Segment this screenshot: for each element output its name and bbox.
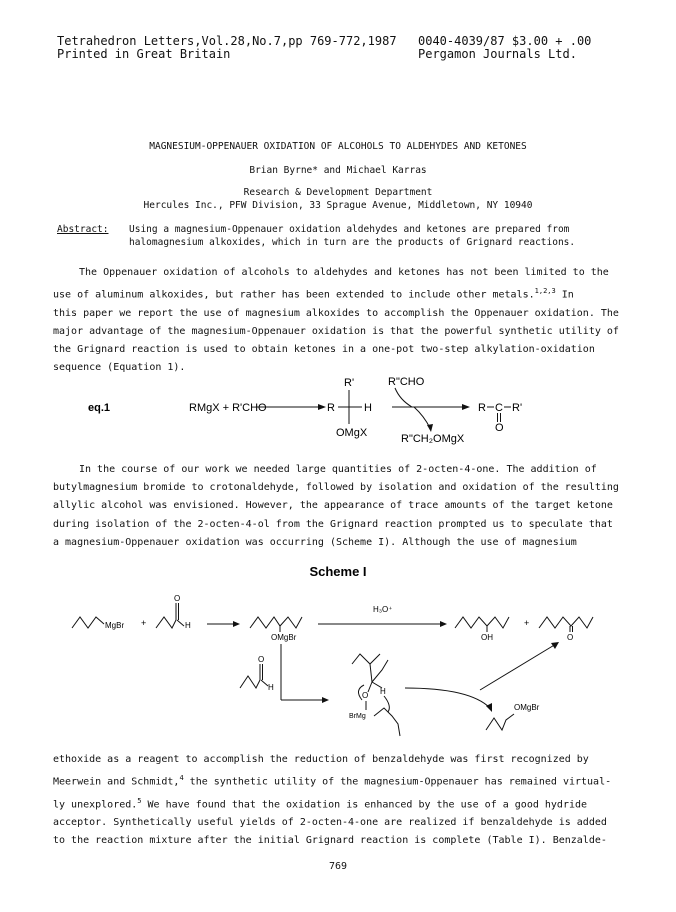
text-line: butylmagnesium bromide to crotonaldehyde, followed by isolation and oxidation of the resulting xyxy=(53,482,619,494)
text-line: a magnesium-Oppenauer oxidation was occurring (Scheme I). Although the use of magnesium xyxy=(53,536,577,548)
text-line: The Oppenauer oxidation of alcohols to aldehydes and ketones has not been limited to the xyxy=(79,267,609,278)
plus-sign: + xyxy=(141,618,147,628)
plus-sign: + xyxy=(524,618,530,628)
text-line: allylic alcohol was envisioned. However, the appearance of trace amounts of the target ketone xyxy=(53,500,613,512)
citation-superscript: 4 xyxy=(179,774,184,783)
arrowhead-icon xyxy=(233,621,240,627)
abstract-body xyxy=(129,224,575,249)
substituent-r: R xyxy=(327,402,335,414)
omgbr-label: OMgBr xyxy=(514,703,540,712)
article-code: 0040-4039/87 $3.00 + .00 xyxy=(418,34,592,48)
ketone-chain xyxy=(539,617,593,628)
hydrogen-label: H xyxy=(380,687,386,696)
affiliation-department: Research & Development Department xyxy=(243,187,433,198)
text-span: Meerwein and Schmidt, xyxy=(53,776,180,788)
curved-arrow xyxy=(384,696,389,712)
text-line xyxy=(53,769,633,792)
substituent-r-prime: R' xyxy=(344,377,355,389)
oh-label: OH xyxy=(481,633,493,642)
omgbr-label: OMgBr xyxy=(271,633,297,642)
alcohol-chain xyxy=(455,617,509,628)
citation-superscript: 1,2,3 xyxy=(534,287,556,296)
arrowhead-icon xyxy=(486,703,492,712)
text-span: In xyxy=(555,289,574,301)
butyl-chain xyxy=(72,617,104,628)
oxygen-label: O xyxy=(362,691,369,700)
bond-line xyxy=(368,682,372,692)
text-line: this paper we report the use of magnesium alkoxides to accomplish the Oppenauer oxidation. The xyxy=(53,307,619,319)
ts-alkenyl-chain xyxy=(372,660,388,682)
crotonaldehyde-chain xyxy=(240,676,260,688)
abstract-line: halomagnesium alkoxides, which in turn are the products of Grignard reactions. xyxy=(129,236,576,248)
byproduct-alkoxide: R"CH₂OMgX xyxy=(401,433,465,445)
article-title: MAGNESIUM-OPPENAUER OXIDATION OF ALCOHOLS TO ALDEHYDES AND KETONES xyxy=(149,141,527,152)
text-span: We have found that the oxidation is enhanced by the use of a good hydride xyxy=(141,799,588,811)
oxygen-label: O xyxy=(258,655,265,664)
ts-alkyl-chain xyxy=(352,654,380,664)
text-span: the synthetic utility of the magnesium-Oppenauer has remained virtual- xyxy=(183,776,612,788)
acid-workup-label: H₃O⁺ xyxy=(373,605,393,614)
ts-aldehyde-chain xyxy=(374,708,400,736)
mgbr-label: MgBr xyxy=(105,621,125,630)
bond-line xyxy=(261,680,268,686)
paragraph-1 xyxy=(53,264,633,378)
text-line: the Grignard reaction is used to obtain ketones in a one-pot two-step alkylation-oxidation xyxy=(53,344,595,356)
arrowhead-icon xyxy=(322,697,329,703)
text-line: during isolation of the 2-octen-4-ol from the Grignard reaction prompted us to speculate that xyxy=(53,518,613,530)
text-line xyxy=(53,282,633,305)
product-carbon: C xyxy=(495,402,503,414)
affiliation-address: Hercules Inc., PFW Division, 33 Sprague Avenue, Middletown, NY 10940 xyxy=(143,200,533,211)
paragraph-3 xyxy=(53,751,633,851)
scheme-title: Scheme I xyxy=(309,564,367,579)
bond-line xyxy=(177,620,184,626)
text-line xyxy=(53,792,633,815)
citation-superscript: 5 xyxy=(137,796,142,805)
product-r: R xyxy=(478,402,486,414)
text-line: to the reaction mixture after the initial Grignard reaction is complete (Table I). Benzalde- xyxy=(53,835,607,847)
arrowhead-icon xyxy=(551,642,559,649)
curved-arrow-out xyxy=(414,407,430,428)
text-line: In the course of our work we needed large quantities of 2-octen-4-one. The addition of xyxy=(79,464,597,475)
paragraph-2 xyxy=(53,461,633,552)
substituent-omgx: OMgX xyxy=(336,427,368,439)
article-authors: Brian Byrne* and Michael Karras xyxy=(249,165,427,176)
substituent-h: H xyxy=(364,402,372,414)
pathway-arrow xyxy=(480,644,556,690)
text-span: ly unexplored. xyxy=(53,799,138,811)
journal-citation: Tetrahedron Letters,Vol.28,No.7,pp 769-772,1987 xyxy=(57,34,397,48)
equation-reactants: RMgX + R'CHO xyxy=(189,402,267,414)
abstract-line: Using a magnesium-Oppenauer oxidation aldehydes and ketones are prepared from xyxy=(129,224,570,235)
page-number: 769 xyxy=(328,861,348,872)
hydrogen-label: H xyxy=(268,683,274,692)
crotonaldehyde-chain xyxy=(156,617,176,628)
curved-arrow-in xyxy=(395,388,412,407)
text-line: acceptor. Synthetically useful yields of 2-octen-4-one are realized if benzaldehyde is added xyxy=(53,817,607,829)
arrowhead-icon xyxy=(440,621,447,627)
hydrogen-label: H xyxy=(185,621,191,630)
abstract-label: Abstract: xyxy=(57,224,109,235)
alkoxide-chain xyxy=(250,617,302,628)
text-line: major advantage of the magnesium-Oppenauer oxidation is that the powerful synthetic utility of xyxy=(53,325,619,337)
oxygen-label: O xyxy=(567,633,574,642)
equation-1 xyxy=(0,370,676,450)
oxidant-reagent: R"CHO xyxy=(388,376,425,388)
publisher: Pergamon Journals Ltd. xyxy=(418,47,577,61)
text-span: use of aluminum alkoxides, but rather has been extended to include other metals. xyxy=(53,289,535,301)
arrowhead-icon xyxy=(318,404,326,410)
arrowhead-icon xyxy=(427,424,433,432)
butenyl-alkoxide-chain xyxy=(486,714,514,730)
text-line: sequence (Equation 1). xyxy=(53,362,186,374)
pathway-arrow xyxy=(405,688,490,708)
text-line: ethoxide as a reagent to accomplish the reduction of benzaldehyde was first recognized by xyxy=(53,754,589,765)
equation-label: eq.1 xyxy=(88,402,111,414)
product-r-prime: R' xyxy=(512,402,523,414)
printed-location: Printed in Great Britain xyxy=(57,47,231,61)
brmg-label: BrMg xyxy=(349,713,366,720)
product-oxygen: O xyxy=(495,422,504,434)
scheme-1 xyxy=(0,560,676,740)
oxygen-label: O xyxy=(174,594,181,603)
bond-line xyxy=(370,664,372,682)
arrowhead-icon xyxy=(462,404,470,410)
